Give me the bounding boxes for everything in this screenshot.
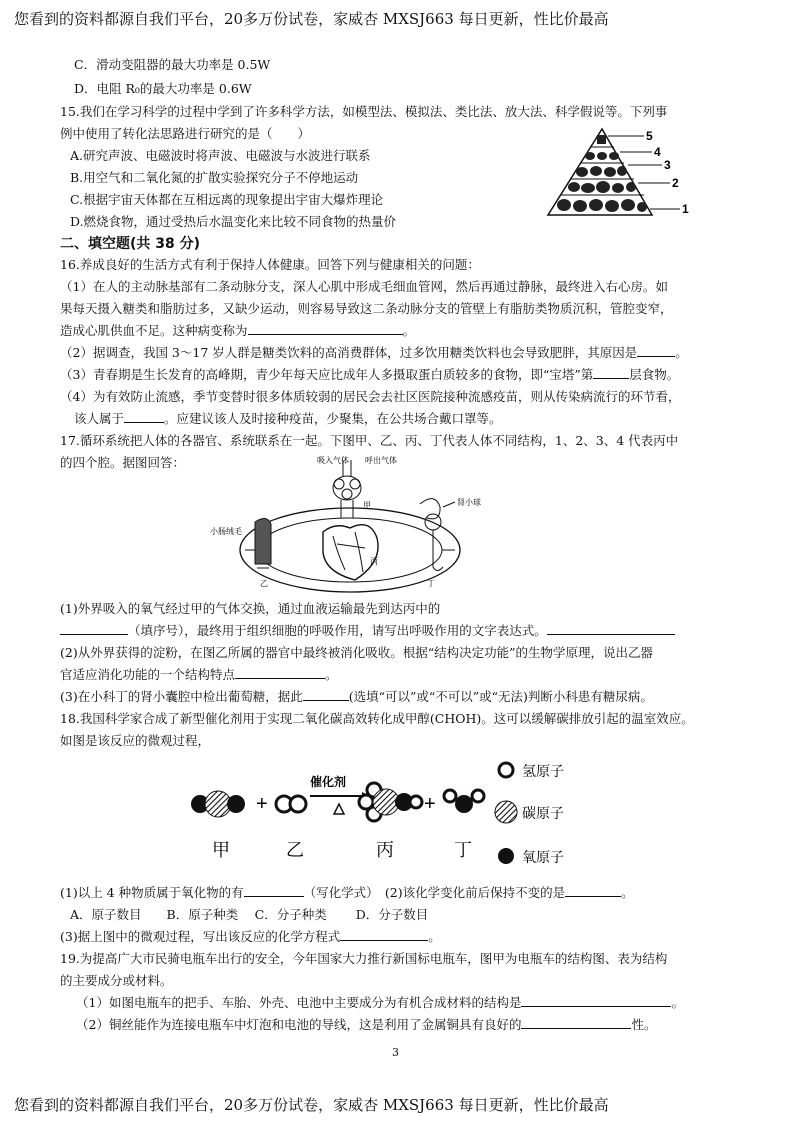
q17-part3-text: (3)在小科丁的肾小囊腔中检出葡萄糖，据此 [60, 689, 303, 704]
q16-part2-blank[interactable] [637, 344, 675, 357]
q17-part1-text: （填序号），最终用于组织细胞的呼吸作用，请写出呼吸作用的文字表达式。 [128, 623, 547, 638]
circulation-figure [205, 452, 505, 597]
q17-part1-blank2[interactable] [547, 622, 675, 635]
q16-part3-text: （3）青春期是生长发育的高峰期，青少年每天应比成年人多摄取蛋白质较多的食物，即“宝塔”第 [60, 367, 594, 382]
q18-part2-text: （写化学式） (2)该化学变化前后保持不变的是 [303, 885, 566, 900]
label-ding: 丁 [427, 579, 435, 588]
q17-part2-blank[interactable] [235, 666, 325, 679]
q16-part1-line3: 造成心肌供血不足。这种病变称为 。 [60, 323, 416, 338]
q17-stem-1: 17.循环系统把人体的各器官、系统联系在一起。下图甲、乙、丙、丁代表人体不同结构，1、2、3、4 代表丙中 [60, 433, 679, 448]
pyramid-label-5: 5 [646, 129, 653, 143]
q16-part4-tail: 。应建议该人及时接种疫苗，少聚集，在公共场合戴口罩等。 [164, 411, 502, 426]
q15-option-a: A.研究声波、电磁波时将声波、电磁波与水波进行联系 [70, 148, 371, 163]
reaction-figure [188, 752, 588, 880]
q17-part3-blank[interactable] [303, 688, 349, 701]
q15-option-b: B.用空气和二氧化氮的扩散实验探究分子不停地运动 [70, 170, 359, 185]
banner-top: 您看到的资料都源自我们平台，20多万份试卷，家威杏 MXSJ663 每日更新，性比价最高 [14, 10, 609, 28]
q16-part4-line1: （4）为有效防止流感，季节变替时很多体质较弱的居民会去社区医院接种流感疫苗，则从传染病流行的环节看， [60, 389, 681, 404]
q17-part1-line2 [60, 622, 675, 640]
q14-option-d: D．电阻 R₀的最大功率是 0.6W [74, 81, 252, 96]
pyramid-label-4: 4 [654, 145, 661, 159]
q15-option-c: C.根据宇宙天体都在互相远离的现象提出宇宙大爆炸理论 [70, 192, 384, 207]
banner-bottom: 您看到的资料都源自我们平台，20多万份试卷，家威杏 MXSJ663 每日更新，性比价最高 [14, 1096, 609, 1114]
label-exhale: 呼出气体 [365, 456, 397, 465]
q14-option-c: C．滑动变阻器的最大功率是 0.5W [74, 57, 271, 72]
label-glomerulus: 肾小球 [457, 498, 481, 507]
q18-part2-blank[interactable] [565, 884, 621, 897]
label-bing: 丙 [370, 557, 378, 566]
label-bing-18: 丙 [376, 840, 394, 861]
pyramid-label-3: 3 [664, 158, 671, 172]
legend-carbon: 碳原子 [522, 806, 564, 822]
food-pyramid-figure [540, 125, 700, 220]
q17-part3 [60, 688, 653, 706]
q17-part2-text: 官适应消化功能的一个结构特点 [60, 667, 236, 682]
label-yi: 乙 [260, 579, 268, 588]
q16-part2-text: （2）据调查，我国 3～17 岁人群是糖类饮料的高消费群体，过多饮用糖类饮料也会导致肥胖，其原因是 [60, 345, 638, 360]
q19-stem-1: 19.为提高广大市民骑电瓶车出行的安全，今年国家大力推行新国标电瓶车，图甲为电瓶车的结构图、表为结构 [60, 951, 668, 966]
q19-part2-blank[interactable] [521, 1016, 631, 1029]
legend-oxygen: 氧原子 [522, 850, 564, 866]
q18-part1-text: (1)以上 4 种物质属于氧化物的有 [60, 885, 244, 900]
q16-part3-tail: 层食物。 [629, 367, 680, 382]
svg-text:+: + [424, 793, 436, 815]
section-title: 二、填空题(共 38 分) [60, 236, 201, 252]
label-inhale: 吸入气体 [317, 456, 349, 465]
page-number: 3 [392, 1046, 399, 1059]
q17-stem-2: 的四个腔。据图回答： [60, 455, 186, 470]
q16-stem: 16.养成良好的生活方式有利于保持人体健康。回答下列与健康相关的问题： [60, 257, 480, 272]
q16-part1-blank[interactable] [248, 322, 403, 335]
q16-part4-blank[interactable] [124, 410, 164, 423]
q19-part1-blank[interactable] [521, 994, 671, 1007]
q16-part2: （2）据调查，我国 3～17 岁人群是糖类饮料的高消费群体，过多饮用糖类饮料也会导致肥胖，其原因是 。 [60, 345, 688, 360]
pyramid-label-1: 1 [682, 202, 689, 216]
q18-stem-2: 如图是该反应的微观过程， [60, 733, 211, 748]
label-villi: 小肠绒毛 [210, 527, 242, 536]
q17-part2-line2: 官适应消化功能的一个结构特点 。 [60, 667, 338, 682]
q19-stem-2: 的主要成分或材料。 [60, 973, 173, 988]
q18-part3: (3)据上图中的微观过程，写出该反应的化学方程式 。 [60, 929, 441, 944]
q15-stem-2: 例中使用了转化法思路进行研究的是（ ） [60, 126, 311, 141]
label-yi-18: 乙 [286, 840, 304, 861]
q17-part1-blank1[interactable] [60, 622, 128, 635]
q16-part3 [60, 366, 679, 384]
q19-part2-tail: 性。 [631, 1017, 657, 1032]
q18-part1: (1)以上 4 种物质属于氧化物的有 （写化学式） (2)该化学变化前后保持不变的是 。 [60, 885, 634, 900]
label-ding-18: 丁 [454, 840, 472, 861]
q15-option-d: D.燃烧食物，通过受热后水温变化来比较不同食物的热量价 [70, 214, 397, 229]
q18-stem-1: 18.我国科学家合成了新型催化剂用于实现二氧化碳高效转化成甲醇(CHOH)。这可以缓解碳排放引起的温室效应。 [60, 711, 694, 726]
q16-part1-line2: 果每天摄入糖类和脂肪过多，又缺少运动，则容易导致这二条动脉分支的管壁上有脂肪类物质沉积，管腔变窄， [60, 301, 673, 316]
legend-hydrogen: 氢原子 [522, 764, 564, 780]
q15-stem-1: 15.我们在学习科学的过程中学到了许多科学方法，如模型法、模拟法、类比法、放大法、科学假说等。下列事 [60, 104, 668, 119]
catalyst-label: 催化剂 [310, 775, 347, 789]
label-jia: 甲 [363, 501, 371, 510]
q18-options: A．原子数目 B．原子种类 C．分子种类 D．分子数目 [70, 907, 429, 922]
q17-part2-line1: (2)从外界获得的淀粉，在图乙所属的器官中最终被消化吸收。根据“结构决定功能”的生物学原理，说出乙器 [60, 645, 653, 660]
q19-part1: （1）如图电瓶车的把手、车胎、外壳、电池中主要成分为有机合成材料的结构是 。 [76, 995, 684, 1010]
pyramid-label-2: 2 [672, 176, 679, 190]
q16-part4-line2 [74, 410, 502, 428]
q18-part1-blank[interactable] [244, 884, 304, 897]
q16-part3-blank[interactable] [593, 366, 629, 379]
q18-part3-blank[interactable] [340, 928, 428, 941]
q19-part1-text: （1）如图电瓶车的把手、车胎、外壳、电池中主要成分为有机合成材料的结构是 [76, 995, 522, 1010]
q16-part4-text: 该人属于 [74, 411, 125, 426]
q18-part3-text: (3)据上图中的微观过程，写出该反应的化学方程式 [60, 929, 341, 944]
label-jia-18: 甲 [212, 840, 230, 861]
q19-part2-text: （2）铜丝能作为连接电瓶车中灯泡和电池的导线，这是利用了金属铜具有良好的 [76, 1017, 522, 1032]
q16-part1-line1: （1）在人的主动脉基部有二条动脉分支，深人心肌中形成毛细血管网，然后再通过静脉，最终进入右心房。如 [60, 279, 668, 294]
q19-part2 [76, 1016, 656, 1034]
q16-part1-text: 造成心肌供血不足。这种病变称为 [60, 323, 248, 338]
q17-part3-tail: (选填“可以”或“不可以”或“无法)判断小科患有糖尿病。 [348, 689, 653, 704]
svg-text:+: + [256, 793, 268, 815]
q17-part1-line1: (1)外界吸入的氧气经过甲的气体交换，通过血液运输最先到达丙中的 [60, 601, 441, 616]
